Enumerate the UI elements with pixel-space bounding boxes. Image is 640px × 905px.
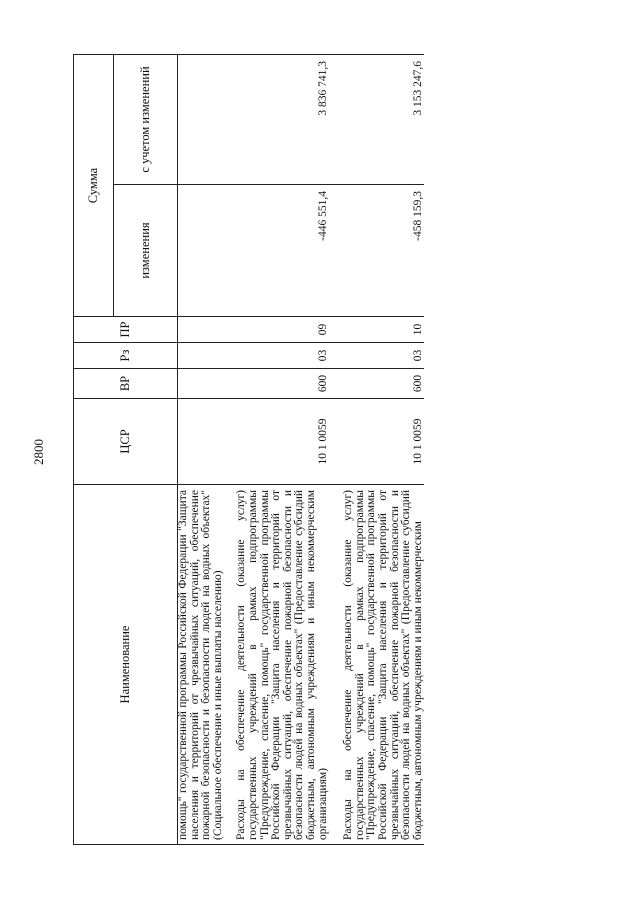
table-row bbox=[178, 55, 231, 845]
page-number: 2800 bbox=[31, 439, 46, 465]
row-change: -458 159,3 bbox=[337, 185, 424, 317]
row-name: Расходы на обеспечение деятельности (оказание услуг) государственных учреждений в рамках подпрограммы "Предупреждение, спасение, помощь" государственной программы Российской Федерации "Защита населения и территорий от чрезвычайных ситуаций, обеспечение пожарной безопасности и безопасности людей на водных объектах" (Предоставление субсидий бюджетным, автономным учреждениям и иным некоммерческим bbox=[337, 485, 424, 845]
header-change: изменения bbox=[114, 185, 178, 317]
header-csr: ЦСР bbox=[74, 399, 178, 485]
rotated-table-container bbox=[73, 55, 603, 845]
table-row bbox=[337, 55, 424, 845]
row-rz: 03 bbox=[337, 343, 424, 369]
budget-table bbox=[73, 54, 424, 845]
row-csr: 10 1 0059 bbox=[337, 399, 424, 485]
header-pr: ПР bbox=[74, 317, 178, 343]
row-vr bbox=[178, 369, 231, 399]
row-pr: 10 bbox=[337, 317, 424, 343]
header-vr: ВР bbox=[74, 369, 178, 399]
row-csr: 10 1 0059 bbox=[230, 399, 337, 485]
row-rz bbox=[178, 343, 231, 369]
row-with-change bbox=[178, 55, 231, 185]
row-change bbox=[178, 185, 231, 317]
header-rz: Рз bbox=[74, 343, 178, 369]
row-pr: 09 bbox=[230, 317, 337, 343]
table-row bbox=[230, 55, 337, 845]
row-with-change: 3 153 247,6 bbox=[337, 55, 424, 185]
row-rz: 03 bbox=[230, 343, 337, 369]
row-csr bbox=[178, 399, 231, 485]
row-name: Расходы на обеспечение деятельности (оказание услуг) государственных учреждений в рамках подпрограммы "Предупреждение, спасение, помощь" государственной программы Российской Федерации "Защита населения и территорий от чрезвычайных ситуаций, обеспечение пожарной безопасности и безопасности людей на водных объектах" (Предоставление субсидий бюджетным, автономным учреждениям и иным некоммерческим организациям) bbox=[230, 485, 337, 845]
header-sum: Сумма bbox=[74, 55, 114, 317]
row-name: помощь" государственной программы Российской Федерации "Защита населения и территорий от чрезвычайных ситуаций, обеспечение пожарной безопасности и безопасности людей на водных объектах" (Социальное обеспечение и иные выплаты населению) bbox=[178, 485, 231, 845]
row-vr: 600 bbox=[337, 369, 424, 399]
row-change: -446 551,4 bbox=[230, 185, 337, 317]
row-pr bbox=[178, 317, 231, 343]
header-name: Наименование bbox=[74, 485, 178, 845]
header-with-change: с учетом изменений bbox=[114, 55, 178, 185]
row-vr: 600 bbox=[230, 369, 337, 399]
row-with-change: 3 836 741,3 bbox=[230, 55, 337, 185]
